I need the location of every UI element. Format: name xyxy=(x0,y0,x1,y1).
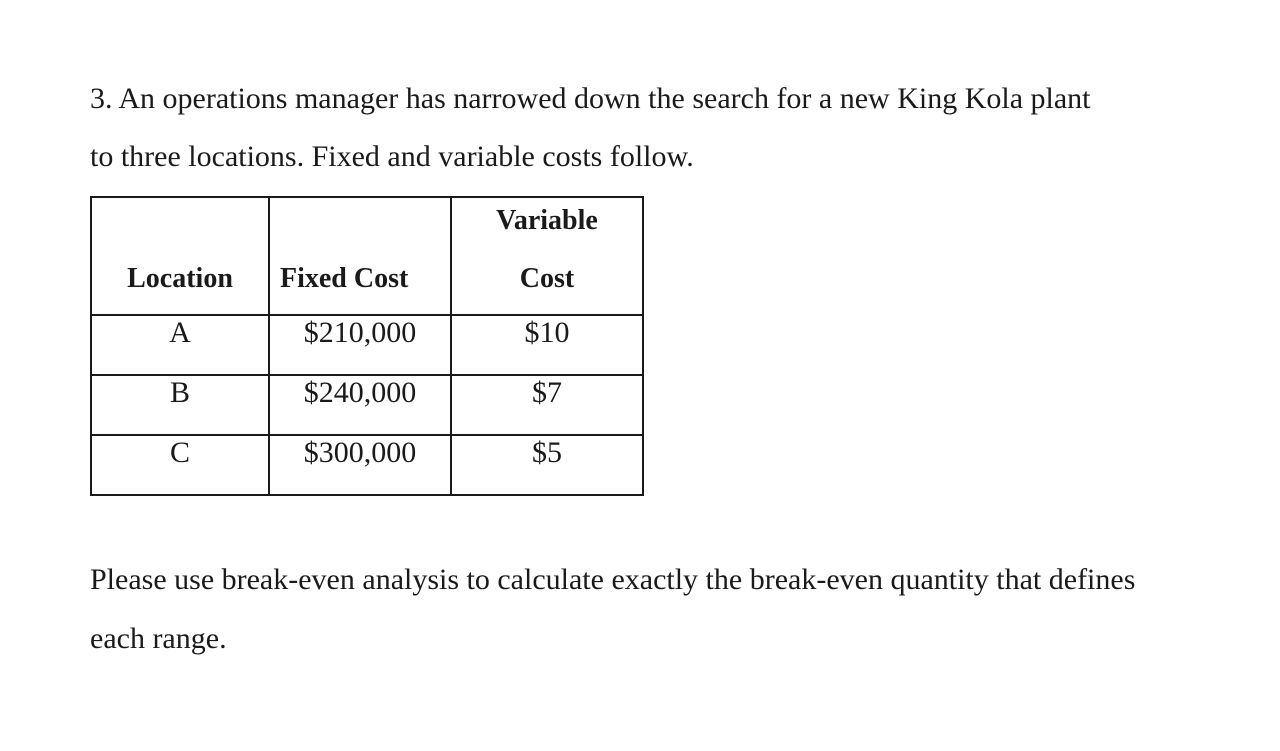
cell-variable-cost xyxy=(451,315,643,375)
cell-fixed-cost-text: $210,000 xyxy=(303,316,417,349)
cell-variable-cost-text: $5 xyxy=(532,436,562,469)
cell-location xyxy=(91,375,269,435)
instruction-line-2: each range. xyxy=(90,622,227,655)
cell-location-text: B xyxy=(169,376,190,409)
cell-variable-cost-text: $7 xyxy=(532,376,562,409)
cost-table xyxy=(90,196,644,496)
header-location xyxy=(91,197,269,315)
cell-variable-cost xyxy=(451,375,643,435)
cell-fixed-cost xyxy=(269,375,451,435)
question-line-2: to three locations. Fixed and variable costs follow. xyxy=(90,140,694,173)
cell-fixed-cost xyxy=(269,435,451,495)
cell-location xyxy=(91,435,269,495)
header-variable-cost xyxy=(451,197,643,315)
table-header-row xyxy=(91,197,643,315)
table-row xyxy=(91,315,643,375)
header-fixed-cost xyxy=(269,197,451,315)
cell-variable-cost xyxy=(451,435,643,495)
cell-location xyxy=(91,315,269,375)
cell-variable-cost-text: $10 xyxy=(524,316,570,349)
header-location-label: Location xyxy=(127,263,233,294)
table-row xyxy=(91,375,643,435)
header-variable-cost-label-1: Variable xyxy=(496,205,598,236)
cell-fixed-cost-text: $300,000 xyxy=(303,436,417,469)
instruction-line-1: Please use break-even analysis to calculate exactly the break-even quantity that defines xyxy=(90,563,1136,596)
table-header xyxy=(91,197,643,315)
table-row xyxy=(91,435,643,495)
table-body xyxy=(91,315,643,495)
cell-fixed-cost xyxy=(269,315,451,375)
cell-location-text: C xyxy=(169,436,190,469)
header-fixed-cost-label: Fixed Cost xyxy=(280,263,409,294)
cell-location-text: A xyxy=(169,316,191,349)
question-line-1: 3. An operations manager has narrowed down the search for a new King Kola plant xyxy=(90,82,1091,115)
header-variable-cost-label-2: Cost xyxy=(519,263,575,294)
cell-fixed-cost-text: $240,000 xyxy=(303,376,417,409)
